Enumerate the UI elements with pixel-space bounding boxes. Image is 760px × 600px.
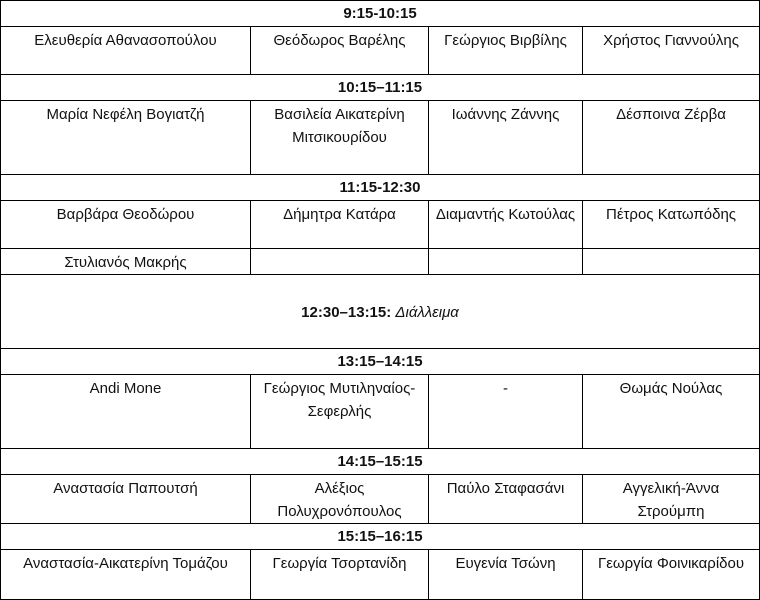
table-row — [1, 375, 760, 449]
name-cell: Δέσποινα Ζέρβα — [583, 101, 760, 175]
slot-time: 13:15–14:15 — [1, 349, 760, 375]
slot-header-row — [1, 175, 760, 201]
name-cell: Γεώργιος Μυτιληναίος-Σεφερλής — [251, 375, 429, 449]
name-cell: Βασιλεία Αικατερίνη Μιτσικουρίδου — [251, 101, 429, 175]
empty-cell — [583, 249, 760, 275]
name-cell: Μαρία Νεφέλη Βογιατζή — [1, 101, 251, 175]
empty-cell — [251, 249, 429, 275]
slot-header-row — [1, 1, 760, 27]
name-cell: - — [429, 375, 583, 449]
slot-time: 15:15–16:15 — [1, 524, 760, 550]
name-cell: Βαρβάρα Θεοδώρου — [1, 201, 251, 249]
name-cell: Αγγελική-Άννα Στρούμπη — [583, 475, 760, 524]
table-row — [1, 475, 760, 524]
slot-header-row — [1, 524, 760, 550]
slot-time: 11:15-12:30 — [1, 175, 760, 201]
name-cell: Γεωργία Φοινικαρίδου — [583, 550, 760, 600]
break-cell — [1, 275, 760, 349]
name-cell: Αλέξιος Πολυχρονόπουλος — [251, 475, 429, 524]
empty-cell — [429, 249, 583, 275]
name-cell: Γεωργία Τσορτανίδη — [251, 550, 429, 600]
name-cell: Διαμαντής Κωτούλας — [429, 201, 583, 249]
name-cell: Θεόδωρος Βαρέλης — [251, 27, 429, 75]
name-cell: Χρήστος Γιαννούλης — [583, 27, 760, 75]
name-cell: Ιωάννης Ζάννης — [429, 101, 583, 175]
slot-header-row — [1, 349, 760, 375]
name-cell: Andi Mone — [1, 375, 251, 449]
break-time: 12:30–13:15: — [301, 304, 392, 321]
table-row — [1, 249, 760, 275]
name-cell: Αναστασία-Αικατερίνη Τομάζου — [1, 550, 251, 600]
slot-header-row — [1, 449, 760, 475]
slot-time: 9:15-10:15 — [1, 1, 760, 27]
name-cell: Αναστασία Παπουτσή — [1, 475, 251, 524]
slot-time: 10:15–11:15 — [1, 75, 760, 101]
table-row — [1, 101, 760, 175]
name-cell: Ευγενία Τσώνη — [429, 550, 583, 600]
table-row — [1, 201, 760, 249]
name-cell: Ελευθερία Αθανασοπούλου — [1, 27, 251, 75]
name-cell: Στυλιανός Μακρής — [1, 249, 251, 275]
name-cell: Πέτρος Κατωπόδης — [583, 201, 760, 249]
slot-header-row — [1, 75, 760, 101]
name-cell: Δήμητρα Κατάρα — [251, 201, 429, 249]
name-cell: Θωμάς Νούλας — [583, 375, 760, 449]
name-cell: Γεώργιος Βιρβίλης — [429, 27, 583, 75]
name-cell: Παύλο Σταφασάνι — [429, 475, 583, 524]
break-row — [1, 275, 760, 349]
table-row — [1, 550, 760, 600]
break-label: Διάλλειμα — [395, 304, 459, 321]
table-row — [1, 27, 760, 75]
slot-time: 14:15–15:15 — [1, 449, 760, 475]
